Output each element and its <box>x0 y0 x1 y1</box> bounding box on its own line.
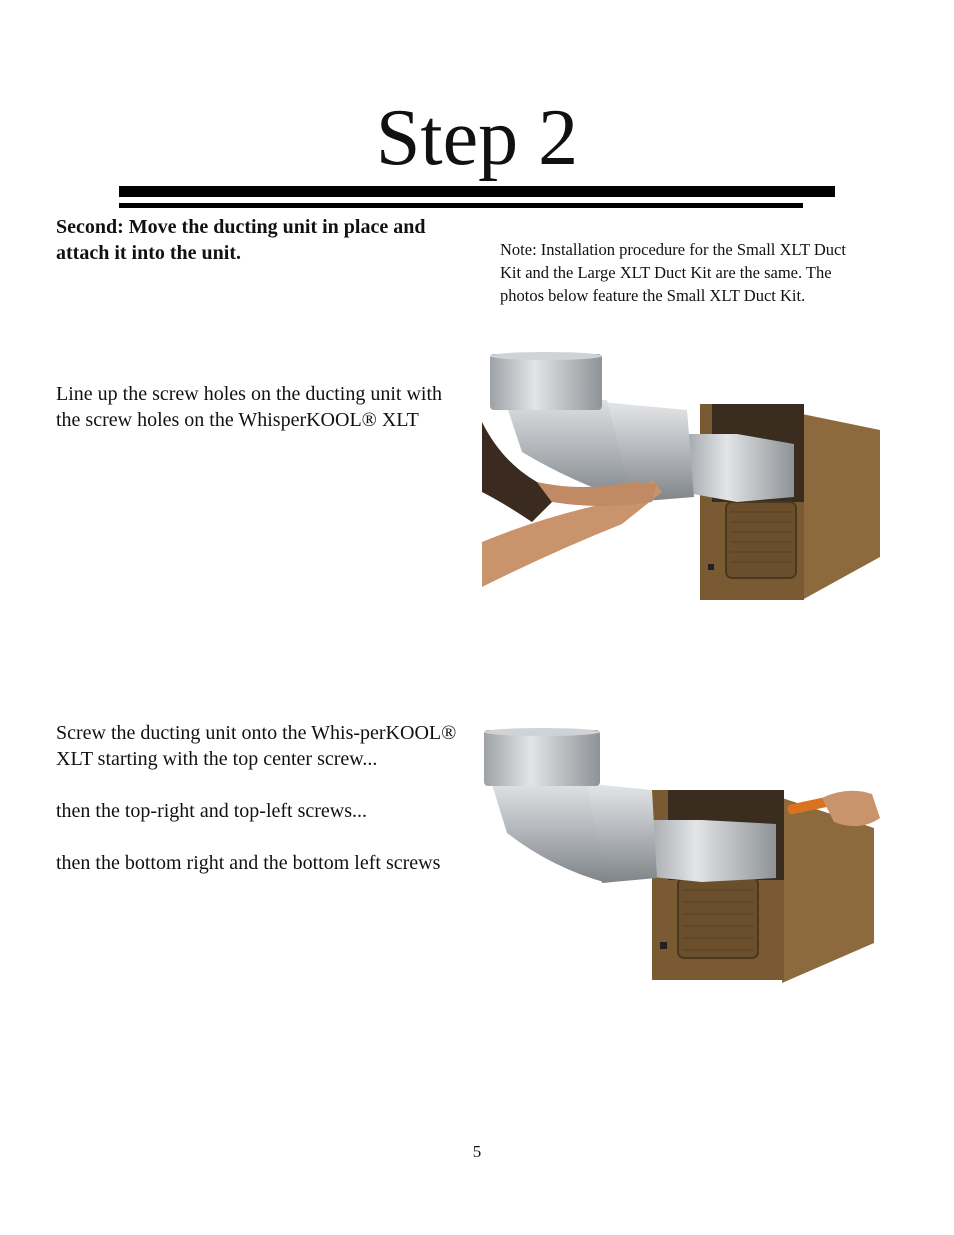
instruction-screw-line3: then the bottom right and the bottom left screws <box>56 852 441 874</box>
duct-transition <box>642 820 776 882</box>
installation-note: Note: Installation procedure for the Small XLT Duct Kit and the Large XLT Duct Kit are the same. The photos below feature the Small XLT Duct Kit. <box>500 240 846 305</box>
cabinet-side <box>802 414 880 600</box>
page-title: Step 2 <box>375 94 579 182</box>
power-switch <box>708 564 714 570</box>
step-heading: Second: Move the ducting unit in place and attach it into the unit. <box>56 216 426 264</box>
photo-screw-duct <box>482 728 882 983</box>
vent-grille <box>726 502 796 578</box>
page-number: 5 <box>472 1142 482 1161</box>
duct-collar <box>490 354 602 410</box>
instruction-screw <box>56 720 466 876</box>
title-underline-thin <box>119 203 803 208</box>
instruction-line-up: Line up the screw holes on the ducting unit with the screw holes on the WhisperKOOL® XLT <box>56 383 443 431</box>
duct-collar <box>484 730 600 786</box>
instruction-screw-line1: Screw the ducting unit onto the Whis-perKOOL® XLT starting with the top center screw... <box>56 722 457 770</box>
photo-align-duct <box>482 352 882 602</box>
instruction-screw-line2: then the top-right and top-left screws... <box>56 800 368 822</box>
power-switch <box>660 942 667 949</box>
title-underline-thick <box>119 186 835 197</box>
duct-transition <box>682 434 794 502</box>
